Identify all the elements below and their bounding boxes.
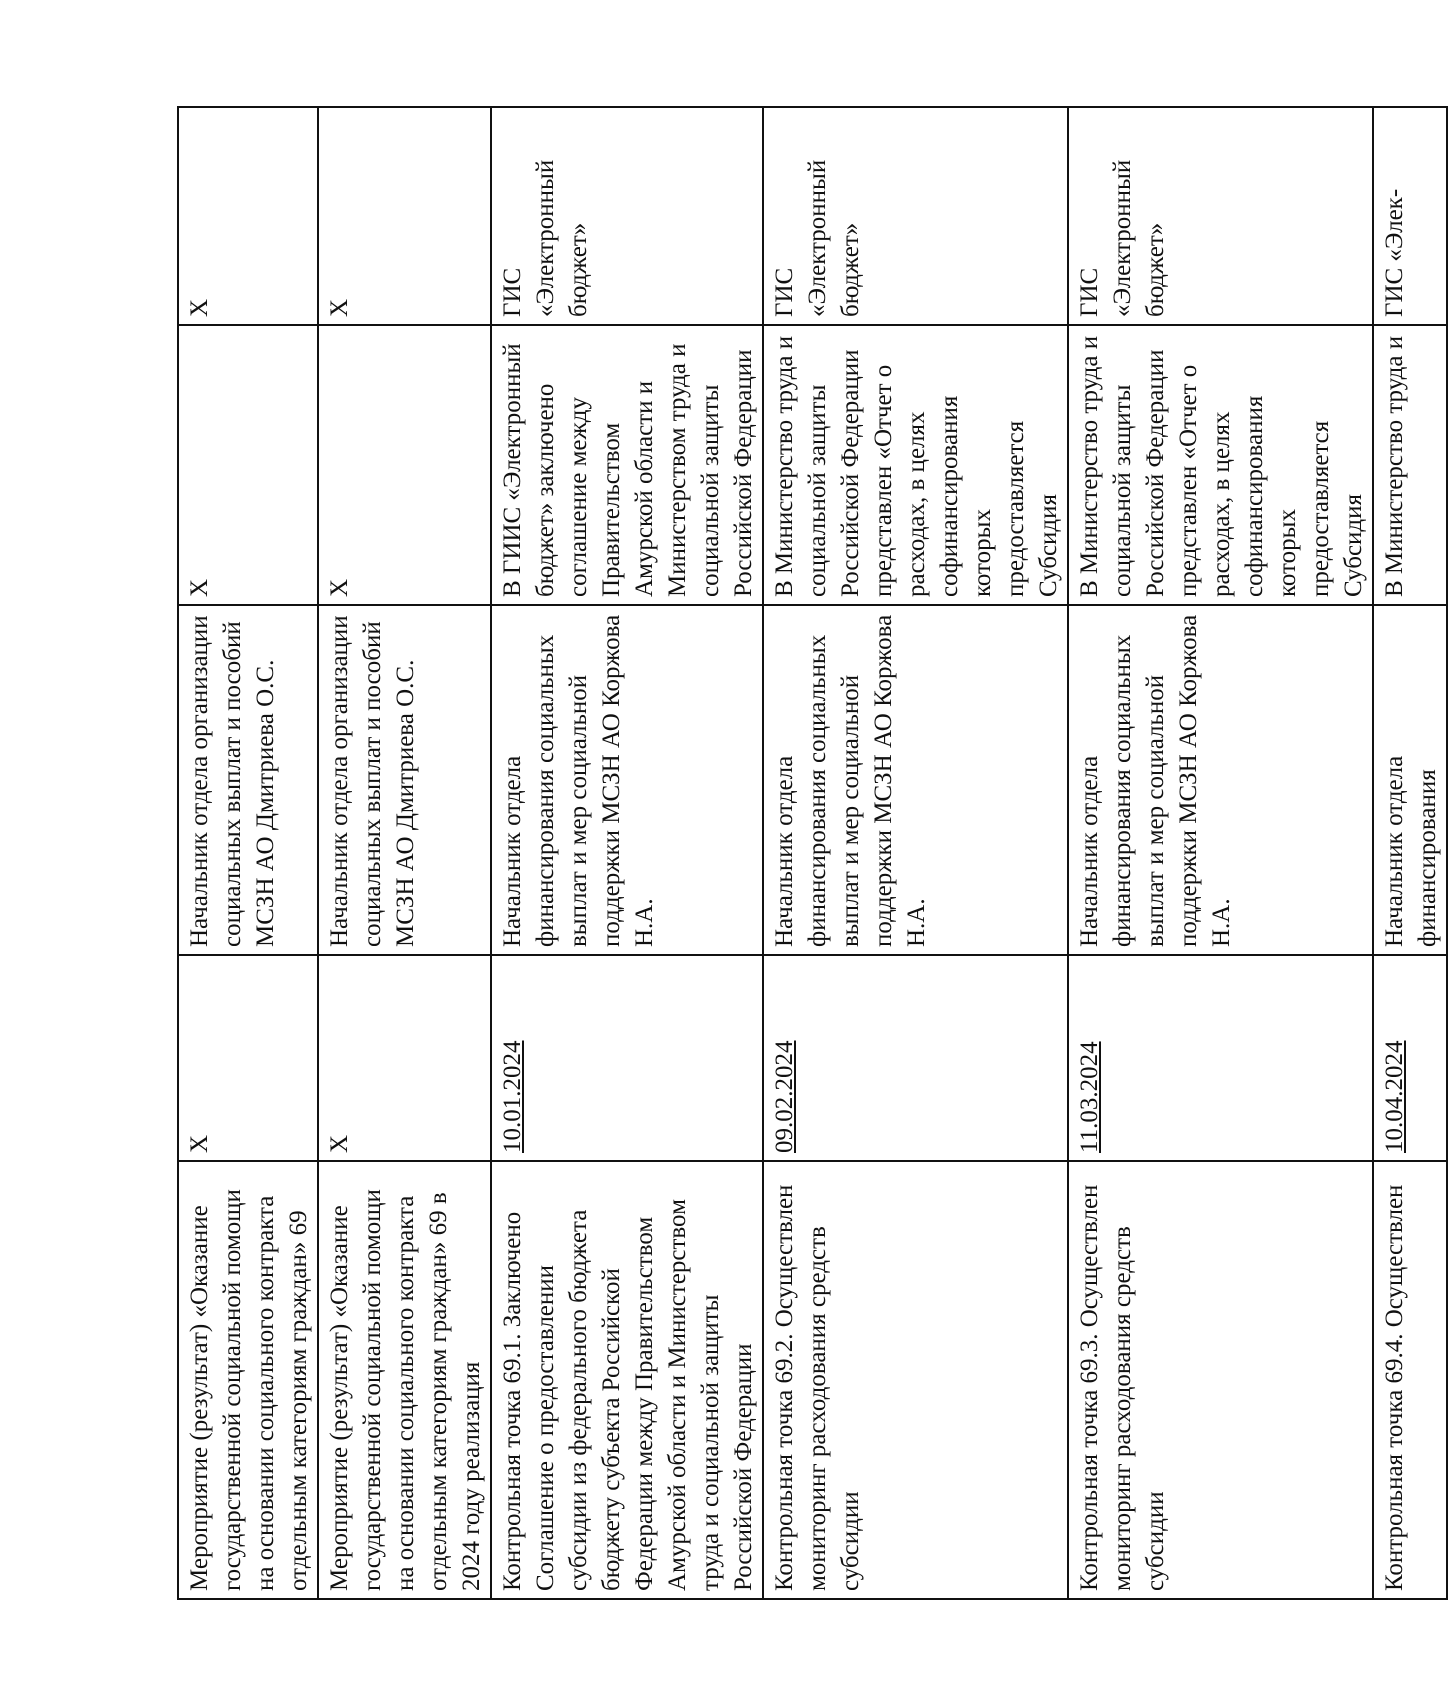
result-cell: Контрольная точка 69.2. Осуществлен мониторинг расходования средств субсидии	[763, 1161, 1068, 1599]
table-row	[318, 107, 491, 1599]
system-cell: ГИС «Электронный бюджет»	[763, 107, 1068, 325]
document-cell: В ГИИС «Электронный бюджет» заключено соглашение между Правительством Амурской области и Министерством труда и социальной защиты Российской Федерации	[491, 325, 763, 605]
table-row	[1373, 107, 1447, 1599]
system-cell: X	[178, 107, 318, 325]
date-cell: 09.02.2024	[763, 955, 1068, 1161]
document-cell: В Министерство труда и	[1373, 325, 1447, 605]
date-cell: X	[318, 955, 491, 1161]
result-cell: Контрольная точка 69.4. Осуществлен	[1373, 1161, 1447, 1599]
date-cell: 10.01.2024	[491, 955, 763, 1161]
control-points-table	[177, 106, 1448, 1600]
table-row	[763, 107, 1068, 1599]
rotated-table-container	[177, 108, 1441, 1600]
responsible-cell: Начальник отдела финансирования социальных выплат и мер социальной поддержки МСЗН АО Коржова Н.А.	[491, 605, 763, 955]
result-cell: Контрольная точка 69.3. Осуществлен мониторинг расходования средств субсидии	[1068, 1161, 1373, 1599]
result-cell: Контрольная точка 69.1. Заключено Соглашение о предоставлении субсидии из федерального бюджета бюджету субъекта Российской Федерации между Правительством Амурской области и Министерством труда и социальной защиты Российской Федерации	[491, 1161, 763, 1599]
document-cell: X	[318, 325, 491, 605]
system-cell: ГИС «Элек-	[1373, 107, 1447, 325]
responsible-cell: Начальник отдела организации социальных выплат и пособий МСЗН АО Дмитриева О.С.	[178, 605, 318, 955]
result-cell: Мероприятие (результат) «Оказание государственной социальной помощи на основании социального контракта отдельным категориям граждан» 69	[178, 1161, 318, 1599]
responsible-cell: Начальник отдела финансирования	[1373, 605, 1447, 955]
date-cell: 11.03.2024	[1068, 955, 1373, 1161]
document-cell: В Министерство труда и социальной защиты Российской Федерации представлен «Отчет о расходах, в целях софинансирования которых предоставляется Субсидия	[763, 325, 1068, 605]
responsible-cell: Начальник отдела финансирования социальных выплат и мер социальной поддержки МСЗН АО Коржова Н.А.	[1068, 605, 1373, 955]
responsible-cell: Начальник отдела организации социальных выплат и пособий МСЗН АО Дмитриева О.С.	[318, 605, 491, 955]
table-row	[178, 107, 318, 1599]
result-cell: Мероприятие (результат) «Оказание государственной социальной помощи на основании социального контракта отдельным категориям граждан» 69 в 2024 году реализация	[318, 1161, 491, 1599]
date-cell: X	[178, 955, 318, 1161]
system-cell: ГИС «Электронный бюджет»	[491, 107, 763, 325]
responsible-cell: Начальник отдела финансирования социальных выплат и мер социальной поддержки МСЗН АО Коржова Н.А.	[763, 605, 1068, 955]
system-cell: X	[318, 107, 491, 325]
date-cell: 10.04.2024	[1373, 955, 1447, 1161]
table-row	[491, 107, 763, 1599]
document-cell: В Министерство труда и социальной защиты Российской Федерации представлен «Отчет о расходах, в целях софинансирования которых предоставляется Субсидия	[1068, 325, 1373, 605]
table-row	[1068, 107, 1373, 1599]
system-cell: ГИС «Электронный бюджет»	[1068, 107, 1373, 325]
document-cell: X	[178, 325, 318, 605]
